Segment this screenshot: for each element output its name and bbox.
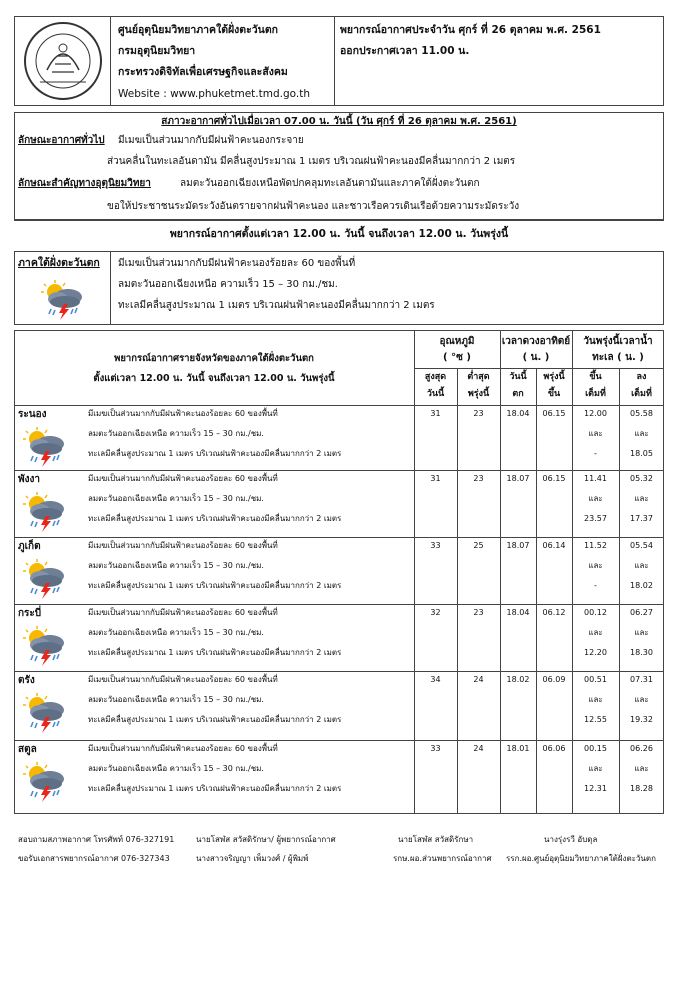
sun-header: เวลาดวงอาทิตย์ <box>501 336 571 347</box>
column-header-high-1: ขึ้น <box>589 372 602 382</box>
cell-tide-high: - <box>594 449 597 458</box>
column-header-max-2: วันนี้ <box>426 389 445 399</box>
cell-max: 34 <box>430 675 441 684</box>
province-forecast-line: มีเมฆเป็นส่วนมากกับมีฝนฟ้าคะนองร้อยละ 60 ของพื้นที่ <box>88 409 278 418</box>
cell-max: 32 <box>430 608 441 617</box>
province-name: ระนอง <box>18 409 47 420</box>
region-line-2: ลมตะวันออกเฉียงเหนือ ความเร็ว 15 – 30 กม./ชม. <box>118 279 338 290</box>
cell-tide-low: 06.26 <box>630 744 653 753</box>
region-line-1: มีเมฆเป็นส่วนมากกับมีฝนฟ้าคะนองร้อยละ 60 ของพื้นที่ <box>118 258 356 269</box>
cell-tide-high: และ <box>588 429 603 438</box>
province-forecast-line: มีเมฆเป็นส่วนมากกับมีฝนฟ้าคะนองร้อยละ 60 ของพื้นที่ <box>88 541 278 550</box>
cell-tide-low: 18.30 <box>630 648 653 657</box>
cell-tide-high: 12.00 <box>584 409 607 418</box>
province-forecast-line: มีเมฆเป็นส่วนมากกับมีฝนฟ้าคะนองร้อยละ 60 ของพื้นที่ <box>88 608 278 617</box>
thunderstorm-icon <box>22 427 68 467</box>
forecaster-name: นายโสฬส สวัสดิรักษา/ ผู้พยากรณ์อากาศ <box>196 835 336 844</box>
column-header-low-1: ลง <box>636 372 647 382</box>
region-name: ภาคใต้ฝั่งตะวันตก <box>18 257 100 269</box>
typist-name: นางสาวจริญญา เพ็มวงศ์ / ผู้พิมพ์ <box>196 854 309 863</box>
cell-tide-low: และ <box>634 561 649 570</box>
report-title: พยากรณ์อากาศประจำวัน ศุกร์ ที่ 26 ตุลาคม พ.ศ. 2561 <box>340 24 601 36</box>
thunderstorm-icon <box>22 626 68 666</box>
contact-fax: ขอรับเอกสารพยากรณ์อากาศ 076-327343 <box>18 854 170 863</box>
column-header-low-2: เต็มที่ <box>631 389 652 399</box>
cell-tide-high: และ <box>588 494 603 503</box>
cell-tide-low: และ <box>634 494 649 503</box>
cell-tide-low: 05.32 <box>630 474 653 483</box>
cell-max: 31 <box>430 474 441 483</box>
cell-set: 18.07 <box>506 474 530 483</box>
cell-tide-high: 12.20 <box>584 648 607 657</box>
cell-tide-low: 05.54 <box>630 541 653 550</box>
province-forecast-line: ทะเลมีคลื่นสูงประมาณ 1 เมตร บริเวณฝนฟ้าคะนองมีคลื่นมากกว่า 2 เมตร <box>88 449 342 458</box>
region-line-3: ทะเลมีคลื่นสูงประมาณ 1 เมตร บริเวณฝนฟ้าคะนองมีคลื่นมากกว่า 2 เมตร <box>118 300 435 311</box>
signer-1-name: นายโสฬส สวัสดิรักษา <box>398 835 474 844</box>
general-title: สภาวะอากาศทั่วไปเมื่อเวลา 07.00 น. วันนี้ (วัน ศุกร์ ที่ 26 ตุลาคม พ.ศ. 2561) <box>161 116 517 127</box>
province-name: สตูล <box>18 744 37 755</box>
cell-tide-low: และ <box>634 429 649 438</box>
province-forecast-line: ลมตะวันออกเฉียงเหนือ ความเร็ว 15 – 30 กม./ชม. <box>88 695 264 704</box>
cell-tide-high: 12.55 <box>584 715 607 724</box>
cell-tide-high: 11.41 <box>584 474 607 483</box>
cell-min: 24 <box>473 675 484 684</box>
province-name: พังงา <box>18 474 40 485</box>
forecast-title: พยากรณ์อากาศตั้งแต่เวลา 12.00 น. วันนี้ จนถึงเวลา 12.00 น. วันพรุ่งนี้ <box>169 228 509 240</box>
province-name: กระบี่ <box>18 608 42 619</box>
province-forecast-line: ทะเลมีคลื่นสูงประมาณ 1 เมตร บริเวณฝนฟ้าคะนองมีคลื่นมากกว่า 2 เมตร <box>88 715 342 724</box>
tide-header-unit: ทะเล ( น. ) <box>592 352 644 363</box>
cell-tide-high: และ <box>588 561 603 570</box>
province-forecast-line: มีเมฆเป็นส่วนมากกับมีฝนฟ้าคะนองร้อยละ 60 ของพื้นที่ <box>88 675 278 684</box>
tmd-logo <box>22 20 104 102</box>
cell-rise: 06.14 <box>542 541 566 550</box>
column-header-rise-1: พรุ่งนี้ <box>543 372 565 382</box>
column-header-set-1: วันนี้ <box>509 372 527 382</box>
column-header-high-2: เต็มที่ <box>585 389 606 399</box>
cell-rise: 06.09 <box>542 675 566 684</box>
cell-tide-high: และ <box>588 628 603 637</box>
cell-tide-high: และ <box>588 764 603 773</box>
cell-tide-high: 23.57 <box>584 514 607 523</box>
cell-min: 25 <box>473 541 484 550</box>
cell-tide-low: และ <box>634 764 649 773</box>
signer-2-title: รรก.ผอ.ศูนย์อุตุนิยมวิทยาภาคใต้ฝั่งตะวันตก <box>506 854 656 863</box>
column-header-set-2: ตก <box>512 389 524 399</box>
ministry-name: กระทรวงดิจิทัลเพื่อเศรษฐกิจและสังคม <box>118 66 288 78</box>
temp-unit: ( °ซ ) <box>443 352 471 363</box>
cell-tide-low: 05.58 <box>630 409 653 418</box>
cell-tide-low: 06.27 <box>630 608 653 617</box>
org-name: ศูนย์อุตุนิยมวิทยาภาคใต้ฝั่งตะวันตก <box>118 24 279 36</box>
temp-header: อุณหภูมิ <box>439 336 475 347</box>
tide-header: วันพรุ่งนี้เวลาน้ำ <box>583 336 653 347</box>
department-name: กรมอุตุนิยมวิทยา <box>118 45 196 57</box>
province-forecast-line: ทะเลมีคลื่นสูงประมาณ 1 เมตร บริเวณฝนฟ้าคะนองมีคลื่นมากกว่า 2 เมตร <box>88 514 342 523</box>
cell-min: 23 <box>473 608 484 617</box>
province-forecast-line: ลมตะวันออกเฉียงเหนือ ความเร็ว 15 – 30 กม./ชม. <box>88 764 264 773</box>
general-weather-label: ลักษณะอากาศทั่วไป <box>18 135 105 146</box>
issued-time: ออกประกาศเวลา 11.00 น. <box>340 45 470 57</box>
cell-tide-high: 00.51 <box>584 675 607 684</box>
province-forecast-line: ทะเลมีคลื่นสูงประมาณ 1 เมตร บริเวณฝนฟ้าคะนองมีคลื่นมากกว่า 2 เมตร <box>88 648 342 657</box>
cell-tide-low: และ <box>634 695 649 704</box>
thunderstorm-icon <box>40 280 86 320</box>
cell-max: 33 <box>430 744 441 753</box>
cell-rise: 06.06 <box>542 744 566 753</box>
column-header-rise-2: ขึ้น <box>547 389 561 399</box>
cell-tide-low: 07.31 <box>630 675 653 684</box>
cell-set: 18.04 <box>506 409 530 418</box>
cell-tide-low: 19.32 <box>630 715 653 724</box>
province-name: ภูเก็ต <box>18 541 41 552</box>
thunderstorm-icon <box>22 559 68 599</box>
cell-tide-high: 11.52 <box>584 541 607 550</box>
thunderstorm-icon <box>22 762 68 802</box>
province-forecast-line: ลมตะวันออกเฉียงเหนือ ความเร็ว 15 – 30 กม./ชม. <box>88 628 264 637</box>
contact-phone: สอบถามสภาพอากาศ โทรศัพท์ 076-327191 <box>18 835 175 844</box>
province-forecast-line: ลมตะวันออกเฉียงเหนือ ความเร็ว 15 – 30 กม./ชม. <box>88 429 264 438</box>
website-link[interactable]: Website : www.phuketmet.tmd.go.th <box>118 88 310 100</box>
province-forecast-line: ลมตะวันออกเฉียงเหนือ ความเร็ว 15 – 30 กม./ชม. <box>88 494 264 503</box>
cell-max: 31 <box>430 409 441 418</box>
general-weather-text: มีเมฆเป็นส่วนมากกับมีฝนฟ้าคะนองกระจาย <box>118 135 304 146</box>
thunderstorm-icon <box>22 693 68 733</box>
cell-tide-high: และ <box>588 695 603 704</box>
province-forecast-line: มีเมฆเป็นส่วนมากกับมีฝนฟ้าคะนองร้อยละ 60 ของพื้นที่ <box>88 744 278 753</box>
province-table <box>14 330 664 814</box>
province-forecast-line: ลมตะวันออกเฉียงเหนือ ความเร็ว 15 – 30 กม./ชม. <box>88 561 264 570</box>
cell-tide-low: 18.28 <box>630 784 653 793</box>
cell-rise: 06.12 <box>542 608 566 617</box>
cell-min: 23 <box>473 474 484 483</box>
province-forecast-line: ทะเลมีคลื่นสูงประมาณ 1 เมตร บริเวณฝนฟ้าคะนองมีคลื่นมากกว่า 2 เมตร <box>88 581 342 590</box>
province-forecast-line: มีเมฆเป็นส่วนมากกับมีฝนฟ้าคะนองร้อยละ 60 ของพื้นที่ <box>88 474 278 483</box>
cell-min: 24 <box>473 744 484 753</box>
general-sea-text: ส่วนคลื่นในทะเลอันดามัน มีคลื่นสูงประมาณ 1 เมตร บริเวณฝนฟ้าคะนองมีคลื่นมากกว่า 2 เมตร <box>107 156 516 167</box>
signer-2-name: นางรุ่งรวี อับดุล <box>544 835 598 844</box>
table-title-1: พยากรณ์อากาศรายจังหวัดของภาคใต้ฝั่งตะวันตก <box>114 353 314 364</box>
warning-text: ขอให้ประชาชนระมัดระวังอันตรายจากฝนฟ้าคะนอง และชาวเรือควรเดินเรือด้วยความระมัดระวัง <box>107 201 520 212</box>
cell-set: 18.01 <box>506 744 530 753</box>
province-forecast-line: ทะเลมีคลื่นสูงประมาณ 1 เมตร บริเวณฝนฟ้าคะนองมีคลื่นมากกว่า 2 เมตร <box>88 784 342 793</box>
cell-set: 18.02 <box>506 675 530 684</box>
cell-tide-low: 18.02 <box>630 581 653 590</box>
cell-rise: 06.15 <box>542 409 566 418</box>
cell-tide-low: 17.37 <box>630 514 653 523</box>
cell-set: 18.04 <box>506 608 530 617</box>
sun-unit: ( น. ) <box>522 352 550 363</box>
column-header-min-1: ต่ำสุด <box>467 372 490 382</box>
cell-tide-high: 12.31 <box>584 784 607 793</box>
cell-tide-low: 18.05 <box>630 449 653 458</box>
thunderstorm-icon <box>22 492 68 532</box>
met-feature-label: ลักษณะสำคัญทางอุตุนิยมวิทยา <box>18 178 151 189</box>
signer-1-title: รกษ.ผอ.ส่วนพยากรณ์อากาศ <box>393 854 492 863</box>
cell-rise: 06.15 <box>542 474 566 483</box>
cell-max: 33 <box>430 541 441 550</box>
column-header-max-1: สูงสุด <box>424 372 447 382</box>
cell-tide-high: - <box>594 581 597 590</box>
cell-tide-low: และ <box>634 628 649 637</box>
met-feature-text: ลมตะวันออกเฉียงเหนือพัดปกคลุมทะเลอันดามันและภาคใต้ฝั่งตะวันตก <box>180 178 480 189</box>
column-header-min-2: พรุ่งนี้ <box>467 389 490 399</box>
cell-set: 18.07 <box>506 541 530 550</box>
table-title-2: ตั้งแต่เวลา 12.00 น. วันนี้ จนถึงเวลา 12.00 น. วันพรุ่งนี้ <box>93 373 335 384</box>
cell-min: 23 <box>473 409 484 418</box>
province-name: ตรัง <box>18 675 35 686</box>
cell-tide-high: 00.12 <box>584 608 607 617</box>
cell-tide-high: 00.15 <box>584 744 607 753</box>
